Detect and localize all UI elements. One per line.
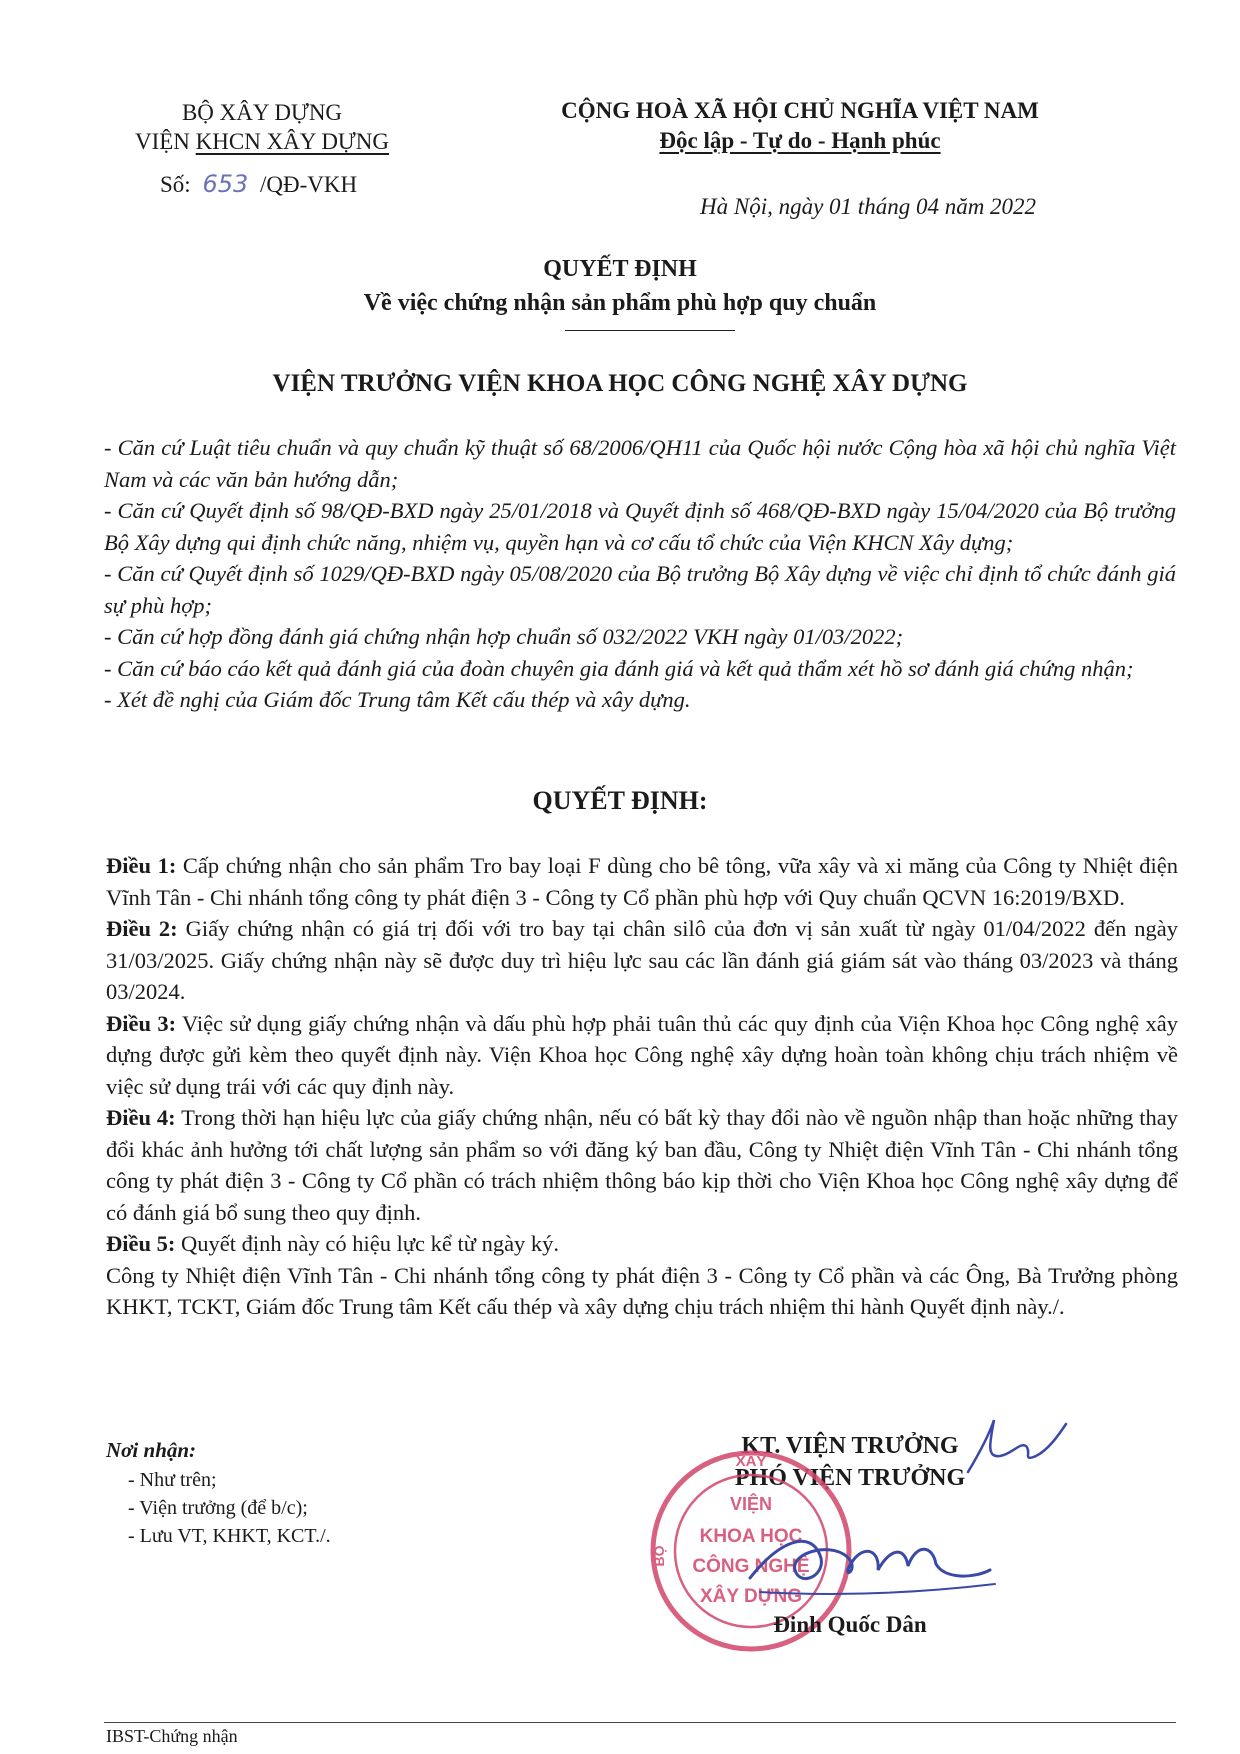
basis-item: - Căn cứ hợp đồng đánh giá chứng nhận hợp chuẩn số 032/2022 VKH ngày 01/03/2022; bbox=[104, 624, 904, 649]
signature-stroke bbox=[750, 1541, 990, 1578]
basis-item: - Căn cứ Quyết định số 98/QĐ-BXD ngày 25/01/2018 và Quyết định số 468/QĐ-BXD ngày 15/04/2020 của Bộ trưởng Bộ Xây dựng qui định chức năng, nhiệm vụ, quyền hạn và cơ cấu tổ chức của Viện KHCN Xây dựng; bbox=[104, 498, 1176, 555]
signer-title-2: PHÓ VIỆN TRƯỞNG bbox=[734, 1465, 966, 1491]
article-5 bbox=[106, 1228, 1178, 1260]
national-motto: Độc lập - Tự do - Hạnh phúc bbox=[659, 128, 941, 153]
handwritten-initial bbox=[960, 1412, 1070, 1482]
decision-title-block bbox=[0, 252, 1240, 320]
article-label: Điều 2: bbox=[106, 916, 178, 941]
recipients-list bbox=[106, 1436, 486, 1550]
issuing-authority: VIỆN TRƯỞNG VIỆN KHOA HỌC CÔNG NGHỆ XÂY DỰNG bbox=[272, 370, 968, 397]
signer-title-1: KT. VIỆN TRƯỞNG bbox=[741, 1433, 959, 1459]
institute-underlined: KHCN XÂY DỰNG bbox=[195, 129, 389, 154]
place-date: Hà Nội, ngày 01 tháng 04 năm 2022 bbox=[700, 194, 1037, 219]
recipient-item: - Viện trưởng (để b/c); bbox=[128, 1497, 308, 1519]
title-underline bbox=[565, 330, 735, 331]
stamp-text: VIỆN bbox=[729, 1494, 773, 1514]
stamp-top-text: XÂY bbox=[735, 1453, 767, 1470]
number-value: 653 bbox=[202, 170, 249, 198]
decision-heading: QUYẾT ĐỊNH: bbox=[532, 786, 708, 815]
stamp-text: KHOA HỌC bbox=[699, 1526, 803, 1547]
article-text: Cấp chứng nhận cho sản phẩm Tro bay loại F dùng cho bê tông, vữa xây và xi măng của Công ty Nhiệt điện Vĩnh Tân - Chi nhánh tổng công ty phát điện 3 - Công ty Cổ phần phù hợp với Quy chuẩn QCVN 16:2019/BXD. bbox=[106, 853, 1179, 910]
article-1 bbox=[106, 850, 1178, 913]
number-suffix: /QĐ-VKH bbox=[260, 172, 358, 197]
recipients-heading: Nơi nhận: bbox=[106, 1438, 197, 1462]
decision-subject: Về việc chứng nhận sản phẩm phù hợp quy chuẩn bbox=[363, 290, 877, 316]
country-name: CỘNG HOÀ XÃ HỘI CHỦ NGHĨA VIỆT NAM bbox=[561, 98, 1039, 123]
article-3 bbox=[106, 1008, 1178, 1103]
footer-label: IBST-Chứng nhận bbox=[106, 1726, 238, 1746]
institute-name bbox=[112, 127, 412, 156]
ministry-name: BỘ XÂY DỰNG bbox=[181, 100, 343, 125]
initial-stroke bbox=[968, 1420, 1066, 1472]
document-number bbox=[160, 170, 357, 198]
signature-underline bbox=[760, 1584, 995, 1594]
closing-paragraph: Công ty Nhiệt điện Vĩnh Tân - Chi nhánh tổng công ty phát điện 3 - Công ty Cổ phần và các Ông, Bà Trưởng phòng KHKT, TCKT, Giám đốc Trung tâm Kết cấu thép và xây dựng chịu trách nhiệm thi hành Quyết định này./. bbox=[106, 1262, 1178, 1319]
signer-name: Đinh Quốc Dân bbox=[773, 1612, 927, 1637]
decision-articles bbox=[106, 850, 1178, 1323]
article-label: Điều 3: bbox=[106, 1010, 177, 1036]
article-text: Việc sử dụng giấy chứng nhận và dấu phù hợp phải tuân thủ các quy định của Viện Khoa học Công nghệ xây dựng được gửi kèm theo quyết định này. Viện Khoa học Công nghệ xây dựng hoàn toàn không chịu trách nhiệm về việc sử dụng trái với các quy định này. bbox=[106, 1010, 1178, 1099]
article-2 bbox=[106, 913, 1178, 1008]
basis-item: - Căn cứ Luật tiêu chuẩn và quy chuẩn kỹ thuật số 68/2006/QH11 của Quốc hội nước Cộng hòa xã hội chủ nghĩa Việt Nam và các văn bản hướng dẫn; bbox=[104, 435, 1176, 492]
article-text: Quyết định này có hiệu lực kể từ ngày ký. bbox=[175, 1231, 560, 1256]
basis-item: - Xét đề nghị của Giám đốc Trung tâm Kết cấu thép và xây dựng. bbox=[104, 687, 691, 712]
number-label: Số: bbox=[160, 172, 191, 197]
stamp-side-text: BỘ bbox=[651, 1545, 667, 1567]
national-header bbox=[520, 96, 1080, 156]
recipient-item: - Như trên; bbox=[128, 1469, 217, 1491]
article-text: Trong thời hạn hiệu lực của giấy chứng nhận, nếu có bất kỳ thay đổi nào về nguồn nhập than hoặc những thay đổi khác ảnh hưởng tới chất lượng sản phẩm so với đăng ký ban đầu, Công ty Nhiệt điện Vĩnh Tân - Chi nhánh tổng công ty phát điện 3 - Công ty Cổ phần có trách nhiệm thông báo kịp thời cho Viện Khoa học Công nghệ xây dựng để có đánh giá bổ sung theo quy định. bbox=[106, 1105, 1178, 1225]
stamp-text: CÔNG NGHỆ bbox=[692, 1556, 810, 1577]
legal-bases bbox=[104, 432, 1176, 716]
article-label: Điều 1: bbox=[106, 853, 177, 878]
basis-item: - Căn cứ báo cáo kết quả đánh giá của đoàn chuyên gia đánh giá và kết quả thẩm xét hồ sơ đánh giá chứng nhận; bbox=[104, 655, 1134, 681]
handwritten-signature bbox=[740, 1500, 1000, 1610]
article-text: Giấy chứng nhận có giá trị đối với tro bay tại chân silô của đơn vị sản xuất từ ngày 01/04/2022 đến ngày 31/03/2025. Giấy chứng nhận này sẽ được duy trì hiệu lực sau các lần đánh giá giám sát vào tháng 03/2023 và tháng 03/2024. bbox=[106, 916, 1178, 1004]
recipient-item: - Lưu VT, KHKT, KCT./. bbox=[128, 1525, 331, 1547]
article-label: Điều 4: bbox=[106, 1105, 176, 1130]
footer-divider bbox=[104, 1722, 1176, 1723]
article-4 bbox=[106, 1102, 1178, 1228]
decision-title: QUYẾT ĐỊNH bbox=[543, 256, 697, 282]
institute-prefix: VIỆN bbox=[134, 129, 196, 154]
basis-item: - Căn cứ Quyết định số 1029/QĐ-BXD ngày 05/08/2020 của Bộ trưởng Bộ Xây dựng về việc chỉ định tổ chức đánh giá sự phù hợp; bbox=[104, 561, 1176, 618]
issuer-header bbox=[112, 98, 412, 156]
stamp-text: XÂY DỰNG bbox=[700, 1586, 802, 1607]
article-label: Điều 5: bbox=[106, 1231, 176, 1256]
